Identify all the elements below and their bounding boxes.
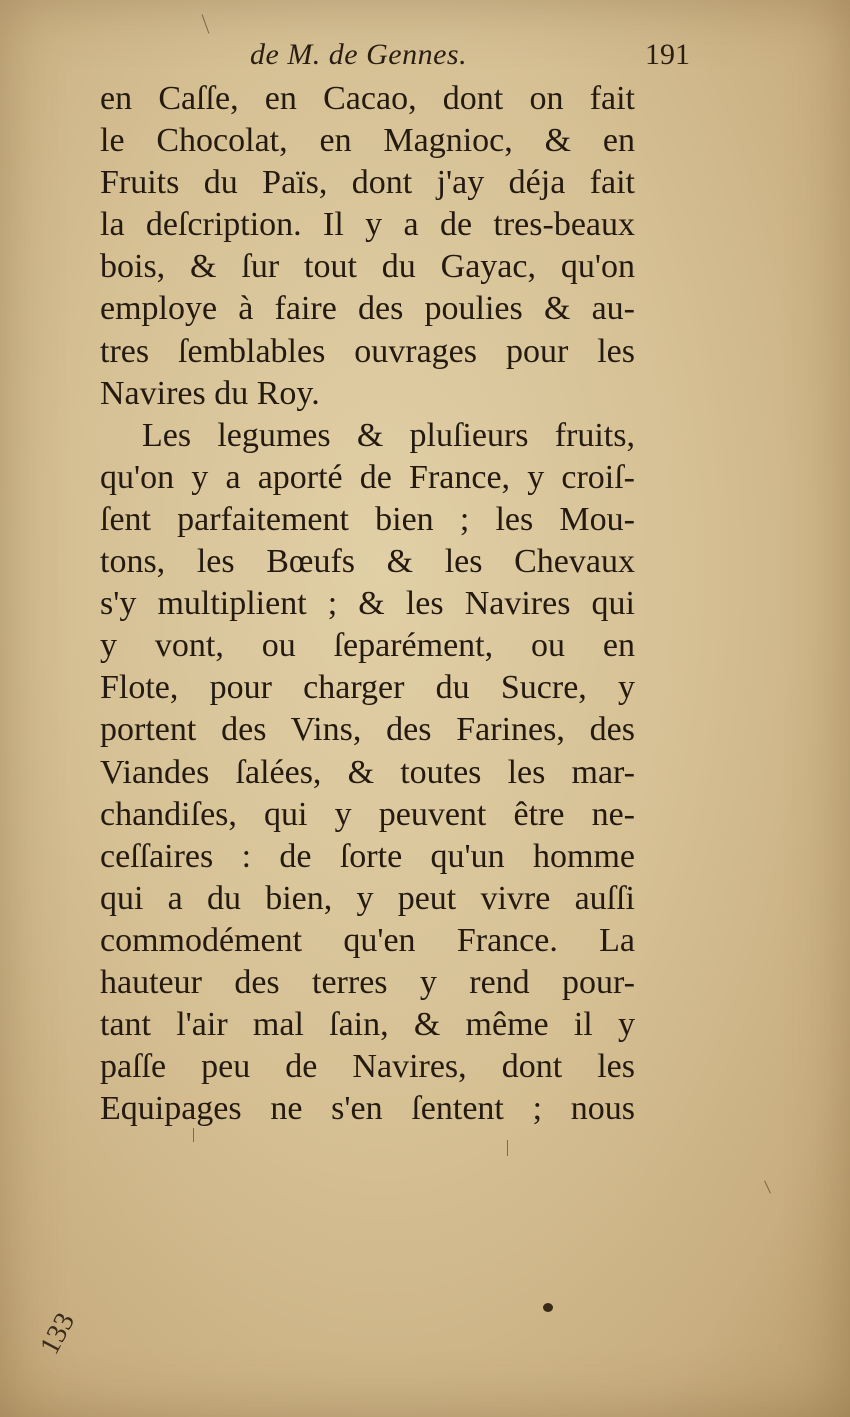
text-line: qui a du bien, y peut vivre auſſi (100, 879, 635, 917)
body-text (100, 78, 635, 1130)
paper-mark (202, 14, 210, 33)
text-line: bois, & ſur tout du Gayac, qu'on (100, 248, 635, 286)
text-line: commodément qu'en France. La (100, 921, 635, 959)
text-line: Navires du Roy. (100, 374, 320, 412)
text-line: s'y multiplient ; & les Navires qui (100, 585, 635, 623)
text-line: Les legumes & pluſieurs fruits, (142, 416, 635, 454)
page-header (250, 38, 690, 78)
text-line: paſſe peu de Navires, dont les (100, 1048, 635, 1086)
handwritten-margin-note: 133 (34, 1307, 82, 1360)
text-line: tons, les Bœufs & les Chevaux (100, 543, 635, 581)
text-line: le Chocolat, en Magnioc, & en (100, 122, 635, 160)
text-line: Flote, pour charger du Sucre, y (100, 669, 635, 707)
text-line: Viandes ſalées, & toutes les mar- (100, 753, 635, 791)
text-line: hauteur des terres y rend pour- (100, 963, 635, 1001)
page-number: 191 (645, 38, 690, 71)
paper-mark (507, 1140, 508, 1156)
text-line: portent des Vins, des Farines, des (100, 711, 635, 749)
paper-mark (193, 1128, 194, 1142)
text-line: chandiſes, qui y peuvent être ne- (100, 795, 635, 833)
text-line: en Caſſe, en Cacao, dont on fait (100, 80, 635, 117)
text-line: employe à faire des poulies & au- (100, 290, 635, 328)
ink-spot (543, 1303, 553, 1312)
paper-mark (764, 1180, 771, 1193)
text-line: y vont, ou ſeparément, ou en (100, 627, 635, 665)
text-line: ſent parfaitement bien ; les Mou- (100, 500, 635, 538)
text-line: la deſcription. Il y a de tres-beaux (100, 206, 635, 244)
text-line: Fruits du Païs, dont j'ay déja fait (100, 164, 635, 202)
text-line: tres ſemblables ouvrages pour les (100, 332, 635, 370)
text-line: ceſſaires : de ſorte qu'un homme (100, 837, 635, 875)
text-line: qu'on y a aporté de France, y croiſ- (100, 458, 635, 496)
running-title: de M. de Gennes. (250, 38, 468, 71)
text-line: Equipages ne s'en ſentent ; nous (100, 1090, 635, 1128)
text-line: tant l'air mal ſain, & même il y (100, 1006, 635, 1044)
